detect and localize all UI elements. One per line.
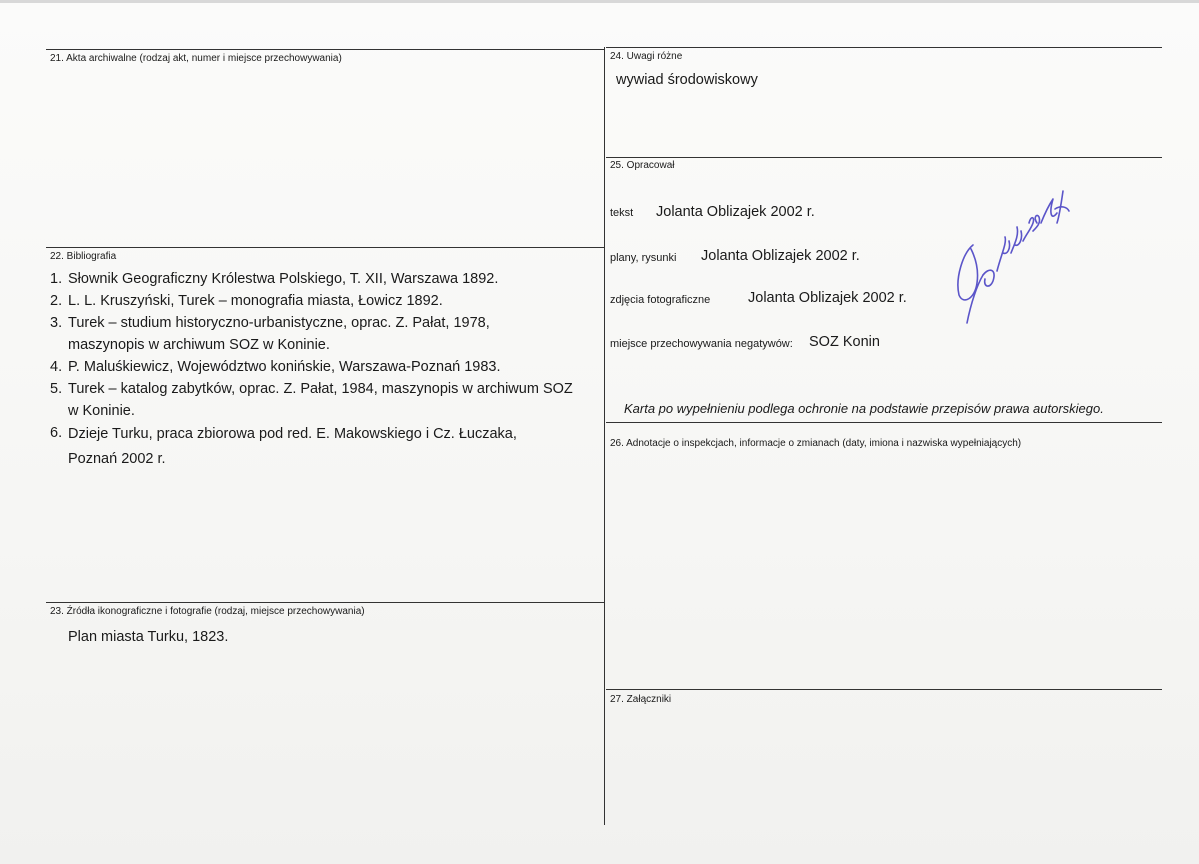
rule-s23 [46,602,604,603]
s22-label: 22. Bibliografia [50,251,117,262]
bibliography-item-number: 1. [50,271,63,287]
s27-label: 27. Załączniki [610,694,672,705]
bibliography-list [50,268,590,472]
tekst-label: tekst [610,207,634,219]
bibliography-item-text: L. L. Kruszyński, Turek – monografia miasta, Łowicz 1892. [68,293,443,309]
s23-value: Plan miasta Turku, 1823. [68,629,229,645]
rule-top-right [606,47,1162,48]
plany-value: Jolanta Oblizajek 2002 r. [701,248,860,264]
zdjecia-value: Jolanta Oblizajek 2002 r. [748,290,907,306]
bibliography-item-text: Dzieje Turku, praca zbiorowa pod red. E. Makowskiego i Cz. Łuczaka, Poznań 2002 r. [68,426,517,467]
bibliography-item [50,312,590,356]
bibliography-item-text: Turek – katalog zabytków, oprac. Z. Pałat, 1984, maszynopis w archiwum SOZ w Koninie. [68,381,573,419]
s25-label: 25. Opracował [610,160,675,171]
copyright-note: Karta po wypełnieniu podlega ochronie na podstawie przepisów prawa autorskiego. [624,401,1104,416]
bibliography-item-number: 5. [50,381,63,397]
s23-label: 23. Źródła ikonograficzne i fotografie (rodzaj, miejsce przechowywania) [50,606,365,617]
s24-label: 24. Uwagi różne [610,51,683,62]
bibliography-item-number: 2. [50,293,63,309]
bibliography-item-text: Turek – studium historyczno-urbanistyczne, oprac. Z. Pałat, 1978, maszynopis w archiwum SOZ w Koninie. [68,315,490,353]
rule-s25 [606,157,1162,158]
s26-label: 26. Adnotacje o inspekcjach, informacje o zmianach (daty, imiona i nazwiska wypełniających) [610,438,1022,449]
zdjecia-label: zdjęcia fotograficzne [610,294,711,306]
bibliography-item-text: P. Maluśkiewicz, Województwo konińskie, Warszawa-Poznań 1983. [68,359,501,375]
rule-s26 [606,422,1162,423]
rule-s27 [606,689,1162,690]
bibliography-item-number: 4. [50,359,63,375]
bibliography-item [50,378,590,422]
bibliography-item [50,356,590,378]
bibliography-item [50,268,590,290]
s24-value: wywiad środowiskowy [616,72,758,88]
miejsce-label: miejsce przechowywania negatywów: [610,338,793,350]
tekst-value: Jolanta Oblizajek 2002 r. [656,204,815,220]
bibliography-item-text: Słownik Geograficzny Królestwa Polskiego, T. XII, Warszawa 1892. [68,271,499,287]
rule-s22 [46,247,604,248]
bibliography-item-number: 3. [50,315,63,331]
bibliography-item [50,422,590,472]
signature-image [945,183,1085,333]
rule-center [604,47,605,825]
miejsce-value: SOZ Konin [809,334,880,350]
plany-label: plany, rysunki [610,252,677,264]
bibliography-item [50,290,590,312]
s21-label: 21. Akta archiwalne (rodzaj akt, numer i miejsce przechowywania) [50,53,342,64]
bibliography-item-number: 6. [50,425,63,441]
rule-top-left [46,49,604,50]
